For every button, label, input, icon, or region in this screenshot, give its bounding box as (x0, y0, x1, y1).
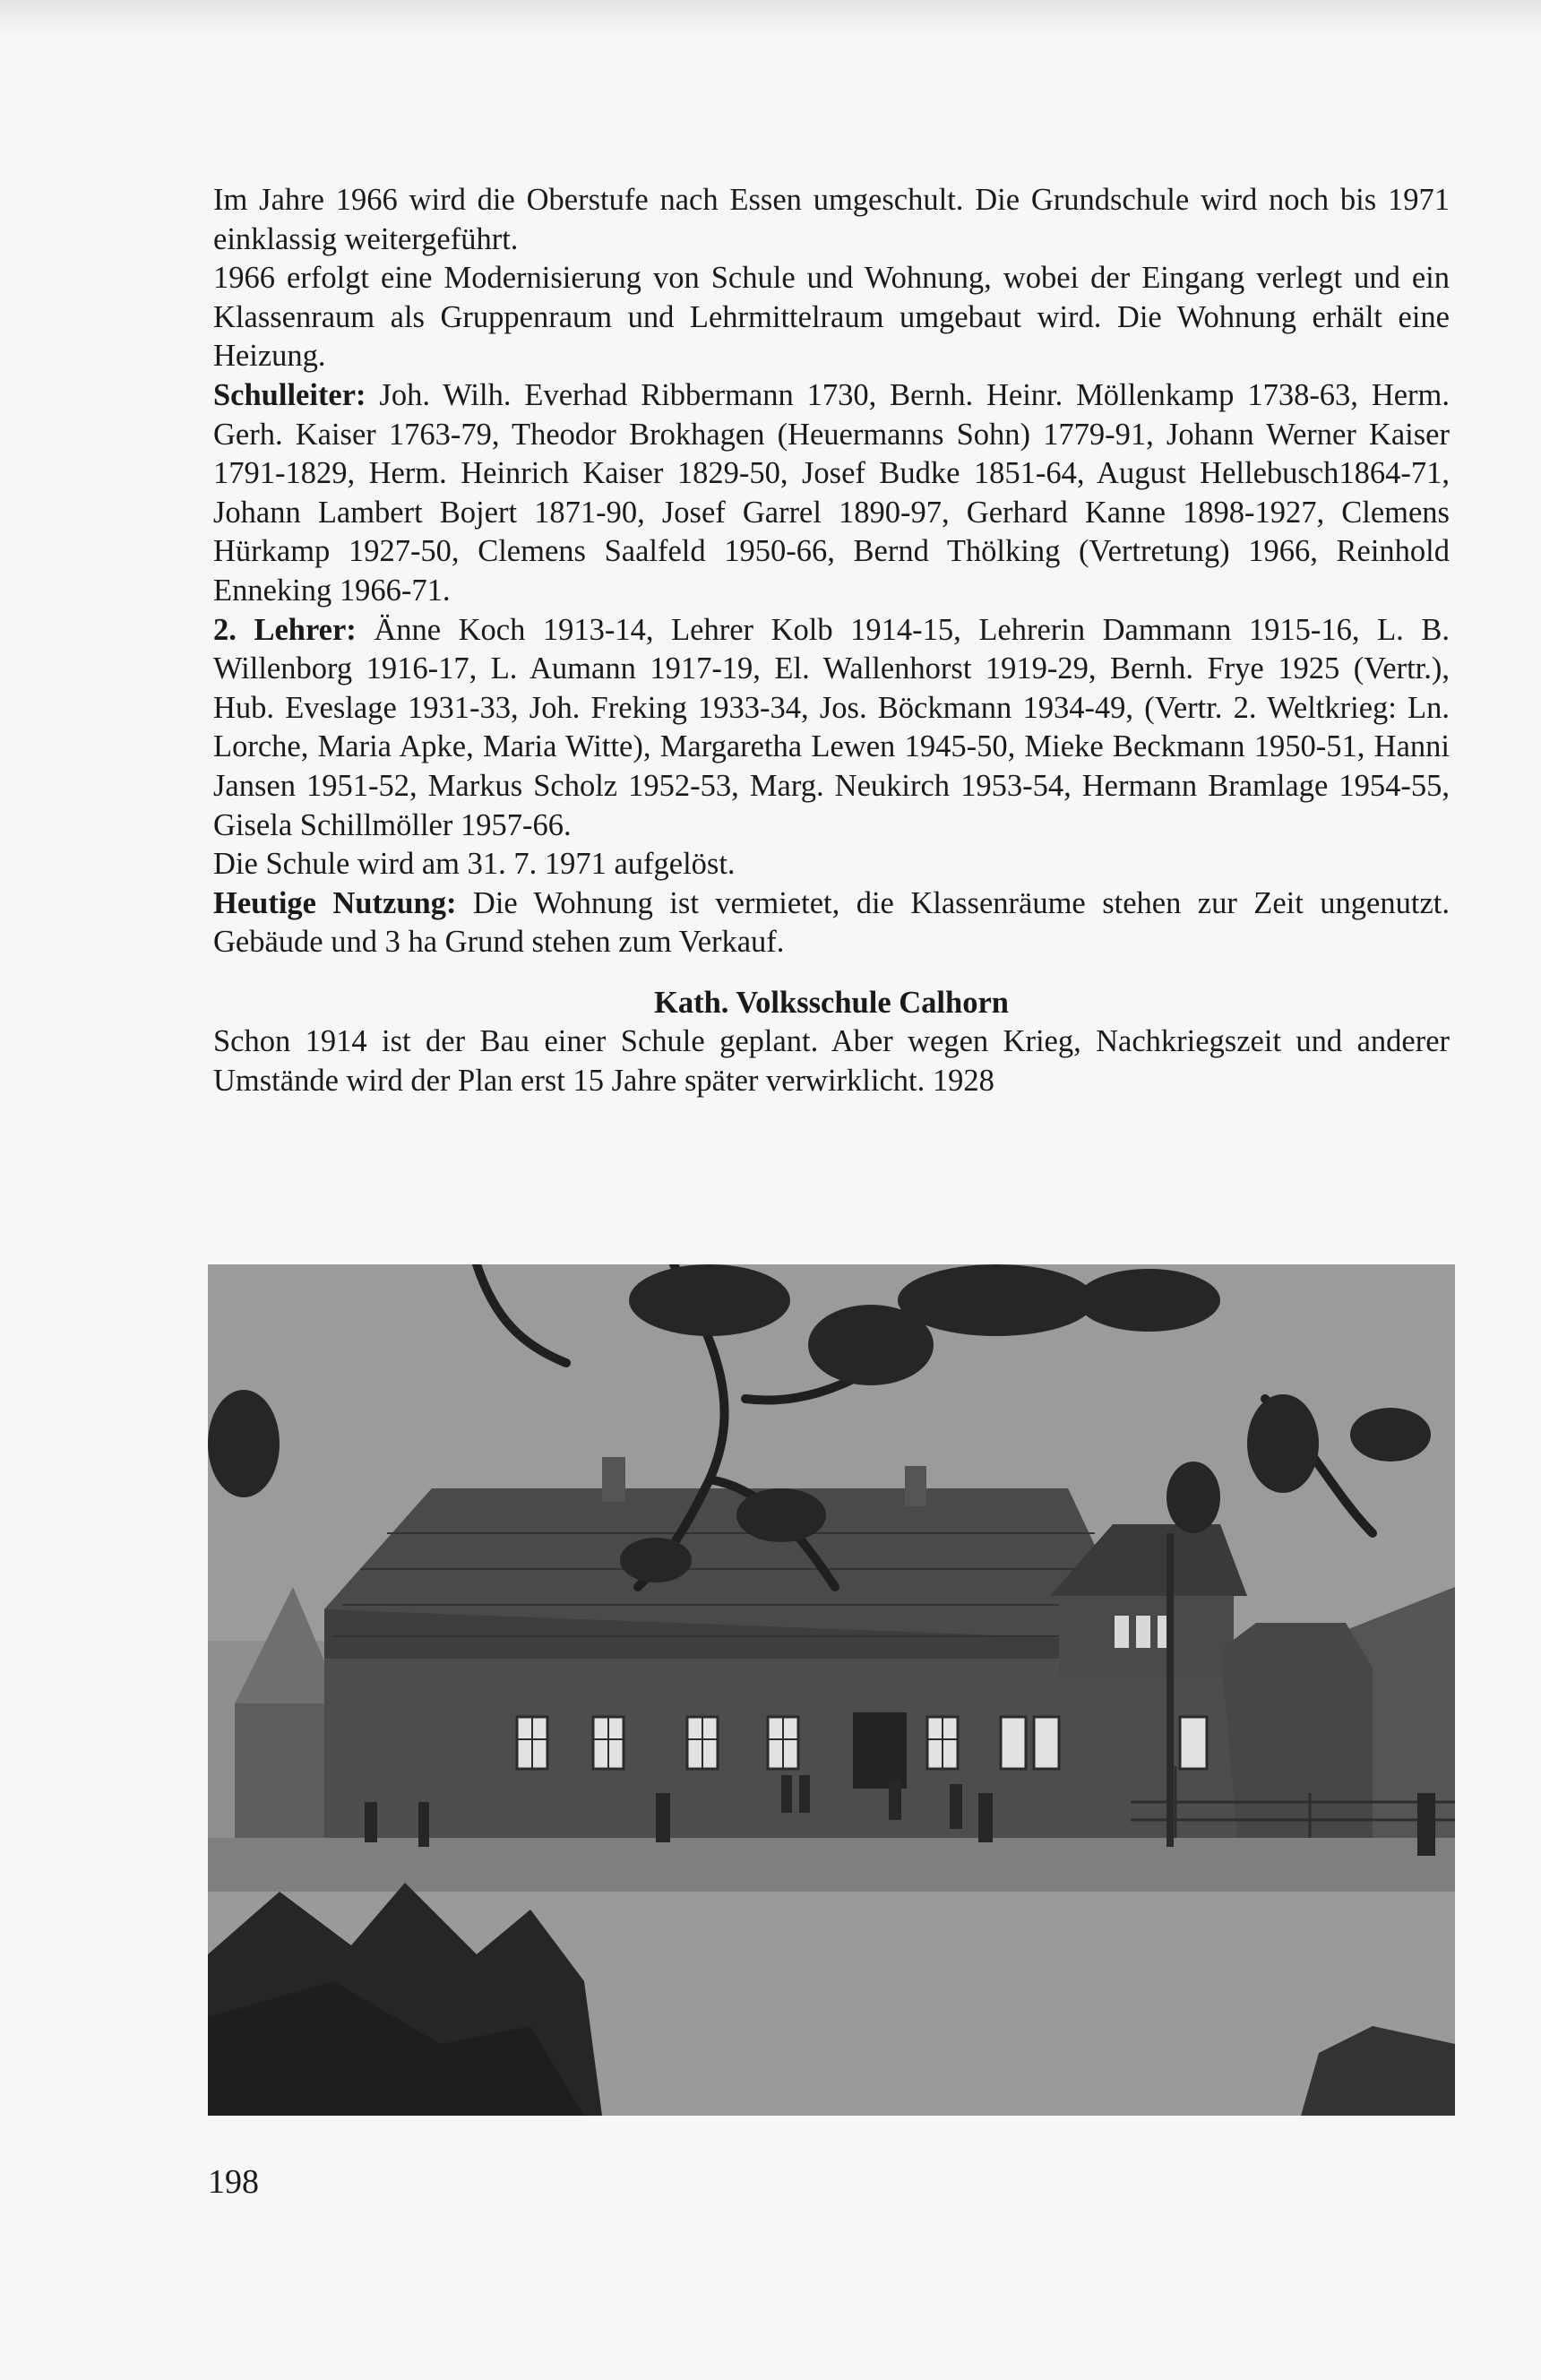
section-heading: Kath. Volksschule Calhorn (654, 985, 1009, 1020)
paragraph-lehrer (213, 611, 1450, 846)
lehrer-list: Änne Koch 1913-14, Lehrer Kolb 1914-15, Lehrerin Dammann 1915-16, L. B. Willenborg 1916-17, L. Aumann 1917-19, El. Wallenhorst 1919-29, Bernh. Frye 1925 (Vertr.), Hub. Eveslage 1931-33, Joh. Freking 1933-34, Jos. Böckmann 1934-49, (Vertr. 2. Weltkrieg: Ln. Lorche, Maria Apke, Maria Witte), Margaretha Lewen 1945-50, Mieke Beckmann 1950-51, Hanni Jansen 1951-52, Markus Scholz 1952-53, Marg. Neukirch 1953-54, Hermann Bramlage 1954-55, Gisela Schillmöller 1957-66. (213, 612, 1450, 842)
lehrer-label: 2. Lehrer: (213, 612, 357, 647)
scan-shadow (0, 0, 1541, 36)
nutzung-text: Die Wohnung ist vermietet, die Klassenräume stehen zur Zeit ungenutzt. Gebäude und 3 ha Grund stehen zum Verkauf. (213, 885, 1450, 960)
paragraph-modernisierung: 1966 erfolgt eine Modernisierung von Schule und Wohnung, wobei der Eingang verlegt und ein Klassenraum als Gruppenraum und Lehrmittelraum umgebaut wird. Die Wohnung erhält eine Heizung. (213, 261, 1450, 374)
schulleiter-label: Schulleiter: (213, 377, 366, 412)
nutzung-label: Heutige Nutzung: (213, 885, 457, 920)
paragraph-oberstufe: Im Jahre 1966 wird die Oberstufe nach Essen umgeschult. Die Grundschule wird noch bis 1971 einklassig weitergeführt. (213, 183, 1450, 256)
paragraph-calhorn: Schon 1914 ist der Bau einer Schule geplant. Aber wegen Krieg, Nachkriegszeit und anderer Umstände wird der Plan erst 15 Jahre später verwirklicht. 1928 (213, 1024, 1450, 1099)
schulleiter-list: Joh. Wilh. Everhad Ribbermann 1730, Bernh. Heinr. Möllenkamp 1738-63, Herm. Gerh. Kaiser 1763-79, Theodor Brokhagen (Heuermanns Sohn) 1779-91, Johann Werner Kaiser 1791-1829, Herm. Heinrich Kaiser 1829-50, Josef Budke 1851-64, August Hellebusch1864-71, Johann Lambert Bojert 1871-90, Josef Garrel 1890-97, Gerhard Kanne 1898-1927, Clemens Hürkamp 1927-50, Clemens Saalfeld 1950-66, Bernd Thölking (Vertretung) 1966, Reinhold Enneking 1966-71. (213, 377, 1450, 608)
photo-illustration (208, 1264, 1455, 2116)
paragraph-nutzung (213, 884, 1450, 962)
school-building-photo (208, 1264, 1455, 2116)
paragraph-schulleiter (213, 376, 1450, 611)
page-number: 198 (208, 2163, 259, 2201)
paragraph-aufgeloest: Die Schule wird am 31. 7. 1971 aufgelöst. (213, 847, 736, 882)
body-text (213, 181, 1450, 1101)
